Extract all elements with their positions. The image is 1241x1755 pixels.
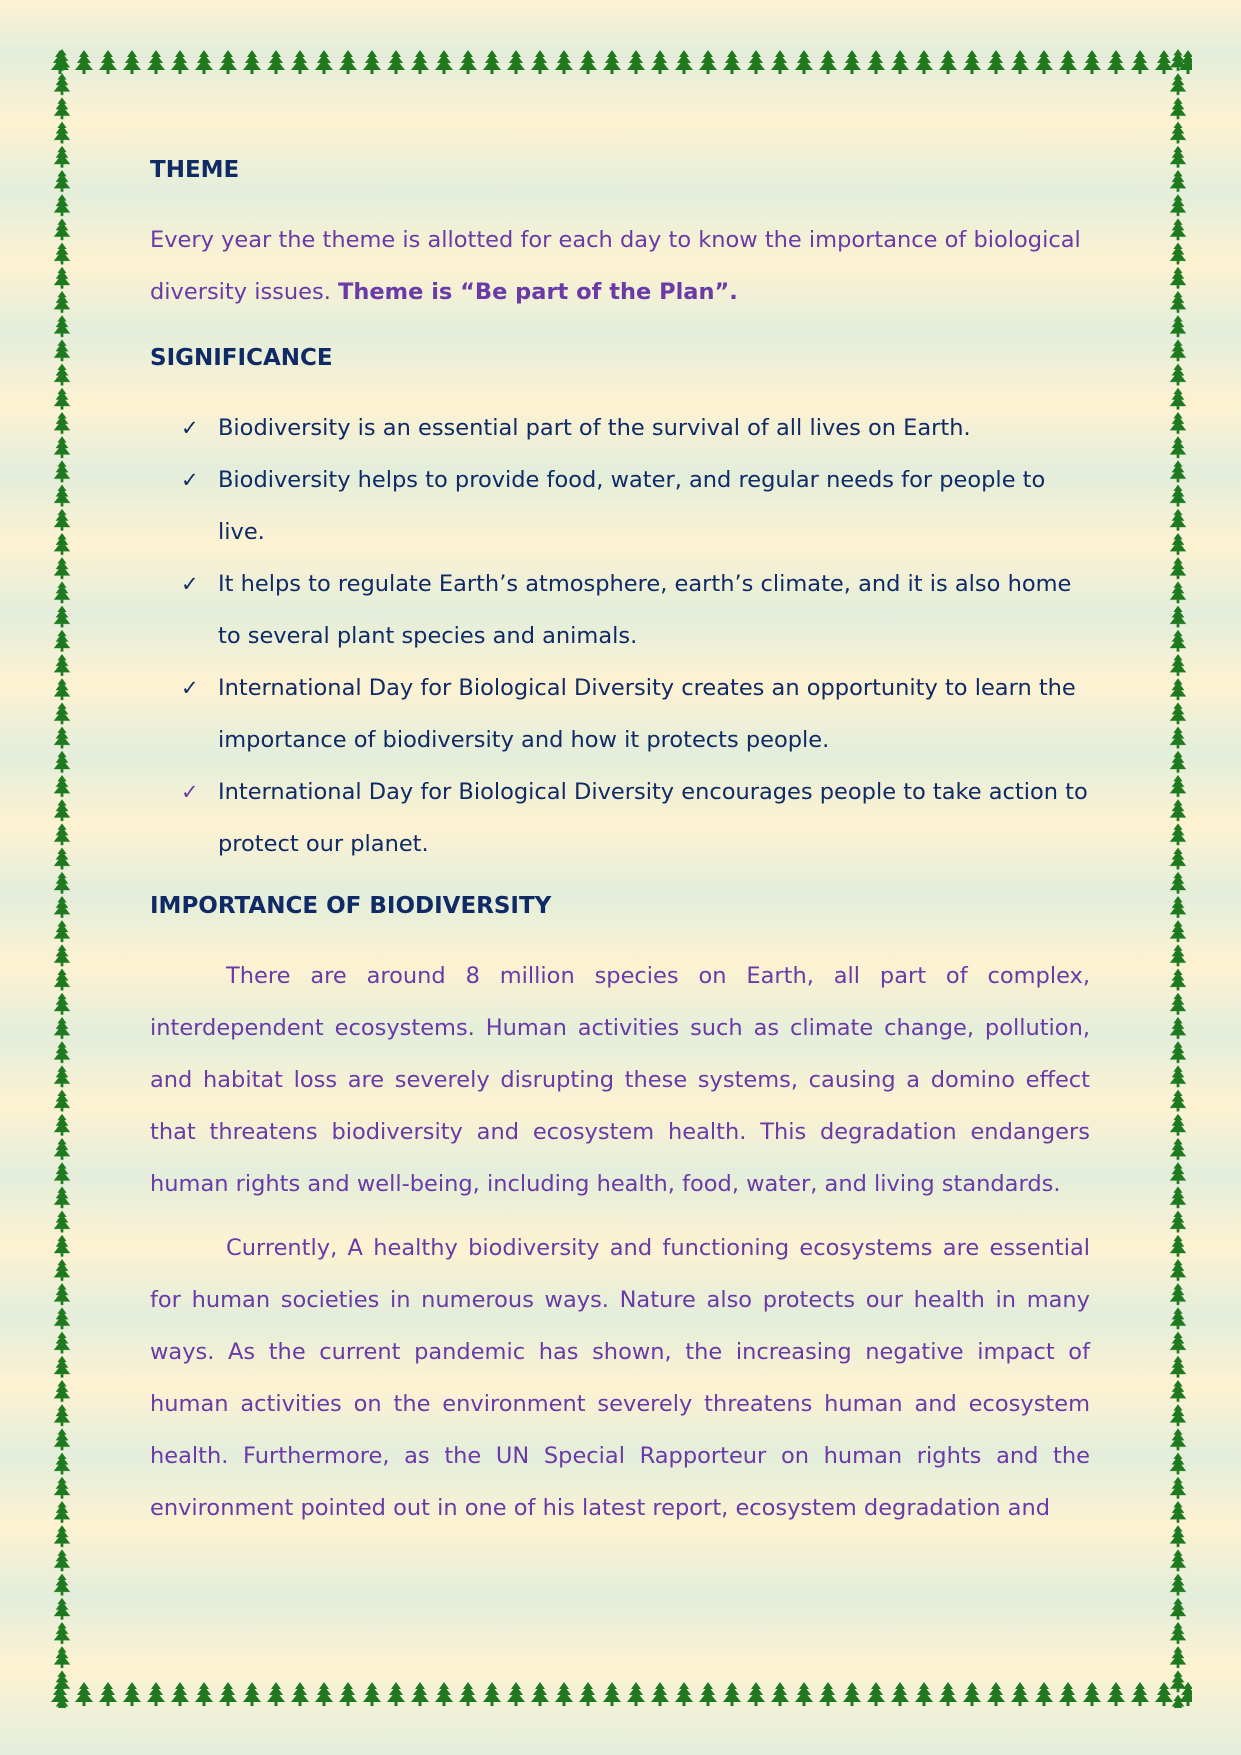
significance-list xyxy=(150,402,1090,870)
list-item-text: Biodiversity is an essential part of the survival of all lives on Earth. xyxy=(218,415,971,441)
list-item xyxy=(150,766,1090,870)
list-item xyxy=(150,662,1090,766)
significance-heading: SIGNIFICANCE xyxy=(150,345,333,371)
pine-tree-border-right xyxy=(1164,48,1192,1708)
list-item xyxy=(150,454,1090,558)
pine-tree-border-top xyxy=(48,48,1192,76)
checkmark-icon: ✓ xyxy=(181,468,199,492)
importance-paragraph-1: There are around 8 million species on Earth, all part of complex, interdependent ecosystems. Human activities such as climate change, pollution, and habitat loss are severely disrupting these systems, causing a domino effect that threatens biodiversity and ecosystem health. This degradation endangers human rights and well-being, including health, food, water, and living standards. xyxy=(150,963,1090,1197)
list-item xyxy=(150,558,1090,662)
checkmark-icon: ✓ xyxy=(181,780,199,804)
pine-tree-border-bottom xyxy=(48,1680,1192,1708)
list-item xyxy=(150,402,1090,454)
theme-heading: THEME xyxy=(150,157,240,183)
list-item-text: International Day for Biological Diversity creates an opportunity to learn the importance of biodiversity and how it protects people. xyxy=(218,675,1076,753)
checkmark-icon: ✓ xyxy=(181,676,199,700)
importance-paragraph-2: Currently, A healthy biodiversity and functioning ecosystems are essential for human societies in numerous ways. Nature also protects our health in many ways. As the current pandemic has shown, the increasing negative impact of human activities on the environment severely threatens human and ecosystem health. Furthermore, as the UN Special Rapporteur on human rights and the environment pointed out in one of his latest report, ecosystem degradation and xyxy=(150,1235,1090,1521)
theme-paragraph xyxy=(150,214,1090,318)
list-item-text: Biodiversity helps to provide food, water, and regular needs for people to live. xyxy=(218,467,1046,545)
document-body xyxy=(150,148,1090,1534)
checkmark-icon: ✓ xyxy=(181,572,199,596)
theme-text: Every year the theme is allotted for each day to know the importance of biological diversity issues. xyxy=(150,227,1081,305)
theme-emphasis: Theme is “Be part of the Plan”. xyxy=(338,279,738,305)
importance-heading: IMPORTANCE OF BIODIVERSITY xyxy=(150,893,552,919)
list-item-text: It helps to regulate Earth’s atmosphere, earth’s climate, and it is also home to several plant species and animals. xyxy=(218,571,1072,649)
pine-tree-border-left xyxy=(48,48,76,1708)
list-item-text: International Day for Biological Diversity encourages people to take action to protect our planet. xyxy=(218,779,1088,857)
checkmark-icon: ✓ xyxy=(181,416,199,440)
